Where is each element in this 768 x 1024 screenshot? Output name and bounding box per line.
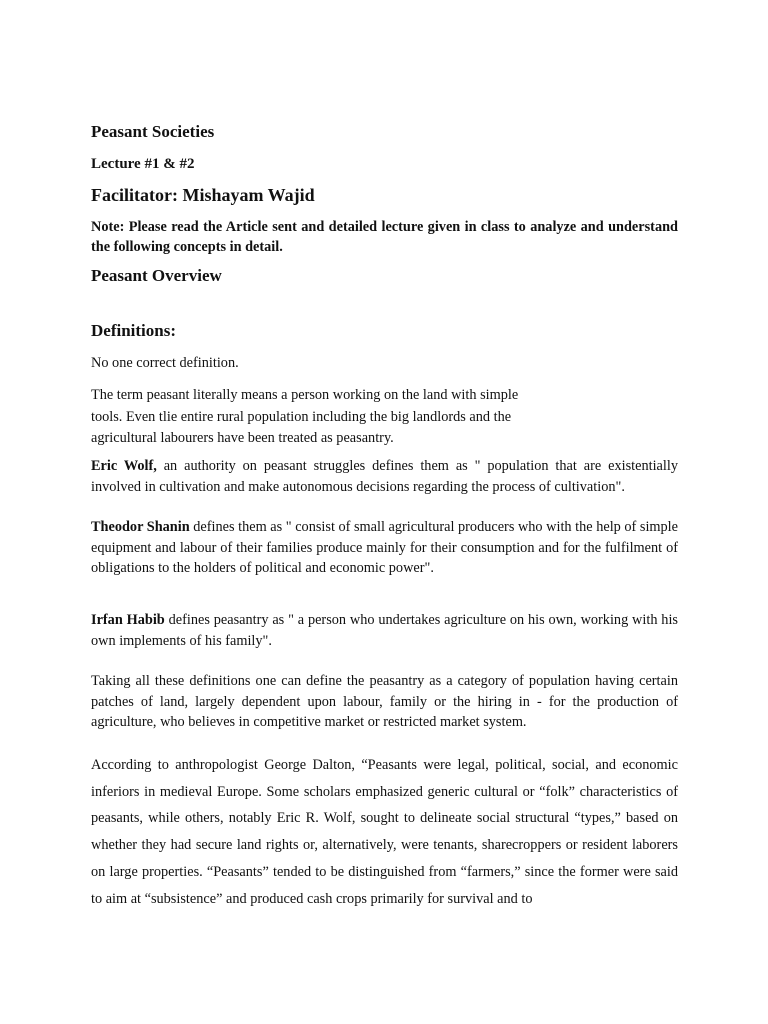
section-heading-definitions: Definitions: (91, 321, 176, 340)
paragraph-no-one-definition: No one correct definition. (91, 355, 239, 371)
author-name-theodor-shanin: Theodor Shanin (91, 519, 190, 535)
paragraph-term-peasant: The term peasant literally means a person working on the land with simple tools. Even tlie entire rural population including the big landlords and the agricultural labourers have been treated as peasantry. (91, 387, 519, 446)
document-title: Peasant Societies (91, 122, 215, 141)
paragraph-theodor-shanin (91, 517, 678, 579)
paragraph-george-dalton: According to anthropologist George Dalton, “Peasants were legal, political, social, and economic inferiors in medieval Europe. Some scholars emphasized generic cultural or “folk” characteristics of peasants, while others, notably Eric R. Wolf, sought to delineate social structural “types,” based on whether they had secure land rights or, alternatively, were tenants, sharecroppers or resident laborers on large properties. “Peasants” tended to be distinguished from “farmers,” since the former were said to aim at “subsistence” and produced cash crops primarily for survival and to (91, 757, 678, 907)
paragraph-combined-definition: Taking all these definitions one can define the peasantry as a category of population having certain patches of land, largely dependent upon labour, family or the hiring in - for the production of agriculture, who believes in competitive market or restricted market system. (91, 673, 678, 730)
definition-text-eric-wolf: an authority on peasant struggles defines them as " population that are existentially involved in cultivation and make autonomous decisions regarding the process of cultivation". (91, 458, 678, 495)
definition-text-theodor-shanin: defines them as " consist of small agricultural producers who with the help of simple equipment and labour of their families produce mainly for their consumption and for the fulfilment of obligations to the holders of political and economic power". (91, 519, 679, 576)
definition-text-irfan-habib: defines peasantry as " a person who undertakes agriculture on his own, working with his own implements of his family". (91, 612, 678, 649)
author-name-irfan-habib: Irfan Habib (91, 612, 165, 628)
note-paragraph: Note: Please read the Article sent and detailed lecture given in class to analyze and understand the following concepts in detail. (91, 219, 678, 255)
paragraph-irfan-habib (91, 610, 678, 651)
section-heading-overview: Peasant Overview (91, 266, 222, 285)
lecture-number: Lecture #1 & #2 (91, 156, 195, 172)
facilitator-line: Facilitator: Mishayam Wajid (91, 185, 315, 205)
author-name-eric-wolf: Eric Wolf, (91, 458, 157, 474)
paragraph-eric-wolf (91, 456, 678, 497)
